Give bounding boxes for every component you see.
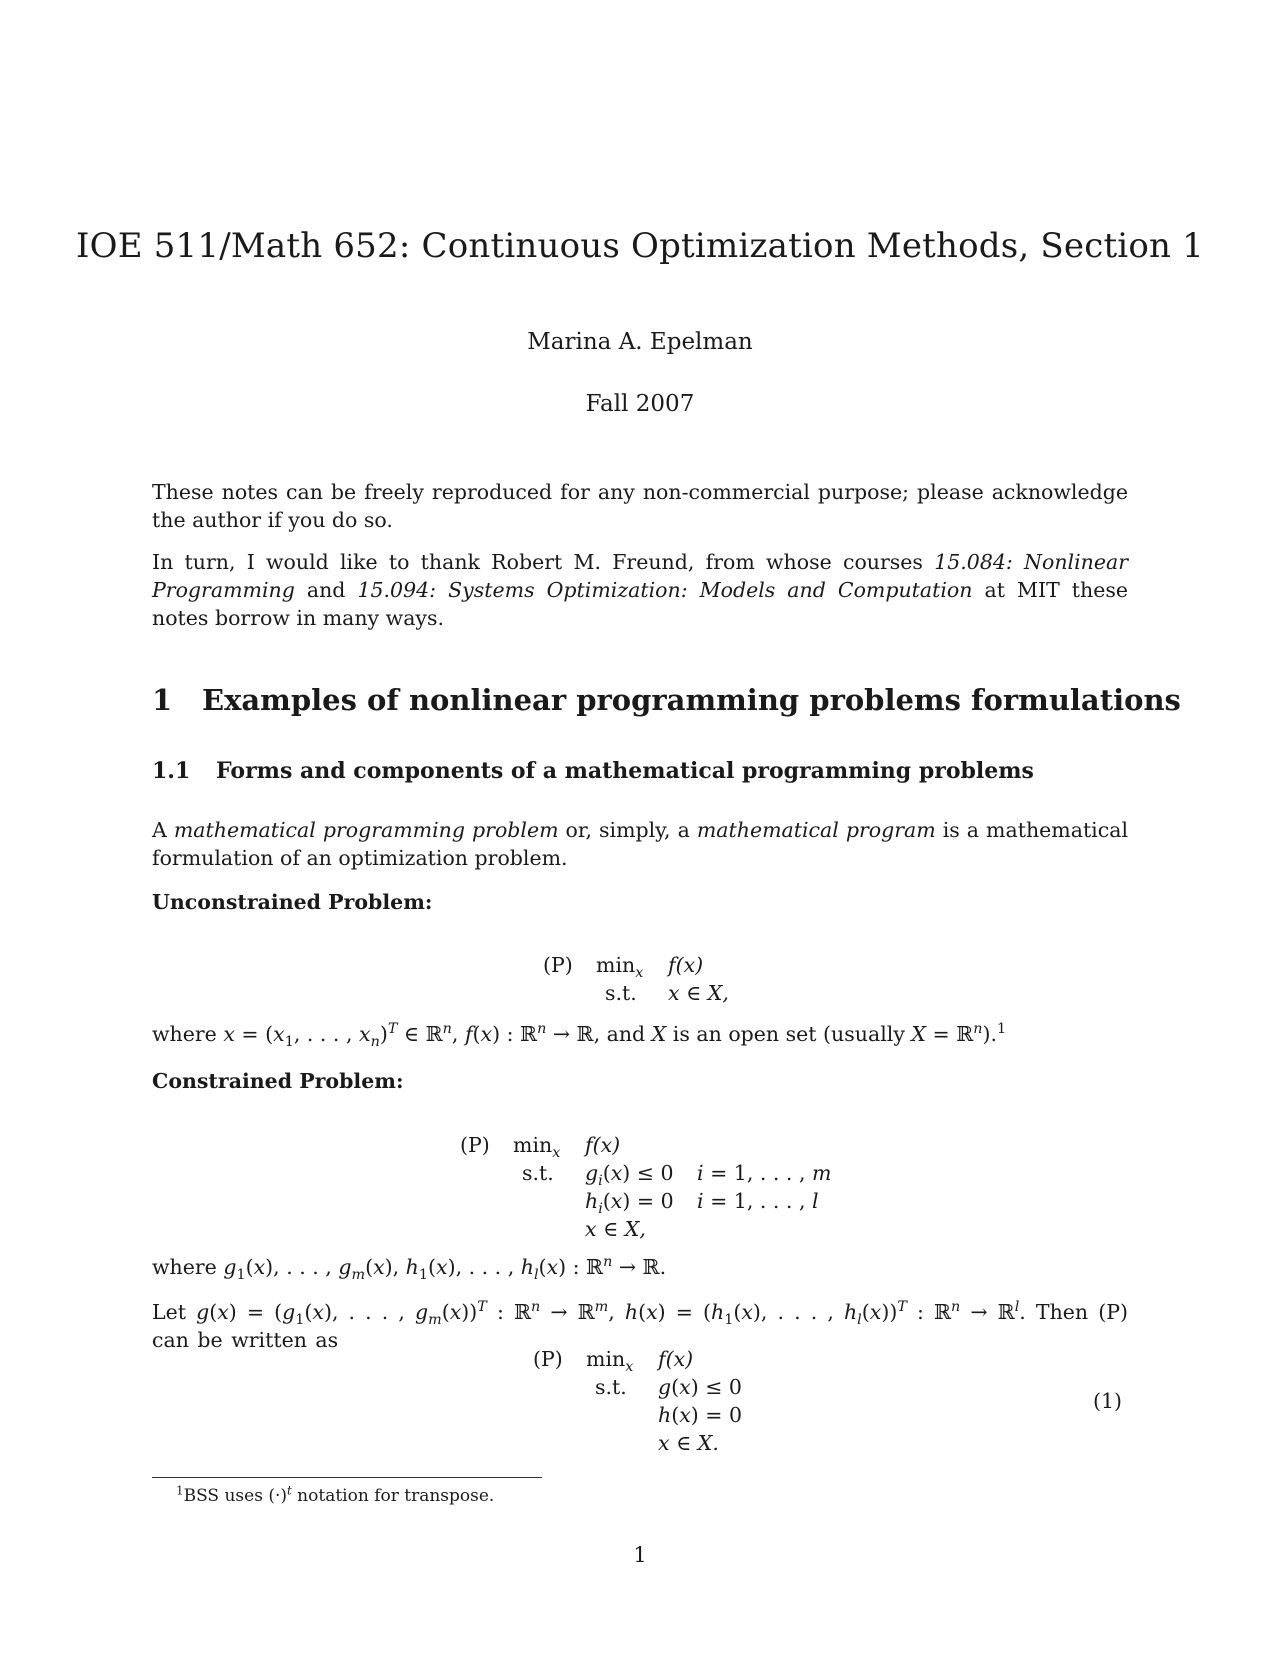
objective-1: f(x) bbox=[668, 953, 704, 977]
def-text-a: A bbox=[152, 818, 174, 842]
intro-text-2a: In turn, I would like to thank Robert M. Freund, from whose courses bbox=[152, 550, 935, 574]
p-label-2: (P) bbox=[460, 1133, 490, 1157]
constraint-x-1: x ∈ X, bbox=[668, 981, 729, 1005]
constraint-x-3: x ∈ X. bbox=[658, 1431, 719, 1455]
constraint-h-vec: h(x) = 0 bbox=[658, 1403, 743, 1427]
constraint-g-vec: g(x) ≤ 0 bbox=[658, 1375, 742, 1399]
st-label-2: s.t. bbox=[522, 1161, 554, 1185]
objective-3: f(x) bbox=[658, 1347, 694, 1371]
term-math-program: mathematical program bbox=[696, 818, 936, 842]
course-1084: 15.084: Nonlinear Programming bbox=[152, 550, 1128, 602]
min-label-1: $\min_x$ bbox=[596, 953, 644, 982]
min-label-2: $\min_x$ bbox=[513, 1133, 561, 1162]
intro-text-2b: and bbox=[294, 578, 358, 602]
objective-2: f(x) bbox=[585, 1133, 621, 1157]
footnote: $^1$BSS uses $(\cdot)^t$ notation for transpose. bbox=[176, 1483, 495, 1506]
date-line: Fall 2007 bbox=[585, 391, 695, 417]
term-math-programming-problem: mathematical programming problem bbox=[173, 818, 559, 842]
author-name: Marina A. Epelman bbox=[527, 329, 753, 355]
equation-number: (1) bbox=[1093, 1389, 1123, 1413]
min-label-3: $\min_x$ bbox=[586, 1347, 634, 1376]
subsection-number-1-1: 1.1 bbox=[152, 758, 191, 784]
intro-text-2c: at MIT these notes borrow in many ways. bbox=[152, 578, 1129, 630]
where-line-1: where $x = (x_1$, . . . , $x_n)^T$ ∈ ℝ$^n$, f(x) : ℝ$^n$ → ℝ, and X is an open set (usually X = ℝ$^n$).$^1$ bbox=[152, 1021, 1007, 1051]
range-m: i = 1, . . . , m bbox=[697, 1161, 832, 1185]
p-label-3: (P) bbox=[533, 1347, 563, 1371]
intro-text-1: These notes can be freely reproduced for any non-commercial purpose; please acknowledge the author if you do so. bbox=[152, 480, 1128, 532]
page-number: 1 bbox=[633, 1543, 647, 1567]
def-text-c: is a mathematical formulation of an optimization problem. bbox=[152, 818, 1129, 870]
course-1094: 15.094: Systems Optimization: Models and Computation bbox=[357, 578, 973, 602]
constrained-label: Constrained Problem: bbox=[152, 1069, 404, 1093]
st-label-1: s.t. bbox=[605, 981, 637, 1005]
where-line-2: where $g_1(x)$, . . . , $g_m(x)$, $h_1(x)$, . . . , $h_l(x)$ : ℝ$^n$ → ℝ. bbox=[152, 1254, 667, 1284]
def-text-b: or, simply, a bbox=[558, 818, 697, 842]
constraint-x-2: x ∈ X, bbox=[585, 1217, 646, 1241]
subsection-title-1-1: Forms and components of a mathematical programming problems bbox=[216, 758, 1034, 784]
footnote-rule bbox=[152, 1477, 542, 1478]
range-l: i = 1, . . . , l bbox=[697, 1189, 819, 1213]
constraint-g-i: $g_i(x) \le 0$ bbox=[585, 1161, 674, 1190]
let-paragraph: Let $g(x) = (g_1(x)$, . . . , $g_m(x))^T$ : ℝ$^n$ → ℝ$^m$, $h(x) = (h_1(x)$, . . . , $h_l(x))^T$ : ℝ$^n$ → ℝ$^l$. Then (P) can be written as bbox=[152, 1299, 1128, 1352]
p-label-1: (P) bbox=[543, 953, 573, 977]
unconstrained-label: Unconstrained Problem: bbox=[152, 890, 433, 914]
st-label-3: s.t. bbox=[595, 1375, 627, 1399]
section-title-1: Examples of nonlinear programming problems formulations bbox=[202, 683, 1181, 717]
constraint-h-i: $h_i(x) = 0$ bbox=[585, 1189, 674, 1218]
paper-title: IOE 511/Math 652: Continuous Optimization Methods, Section 1 bbox=[75, 226, 1204, 266]
section-number-1: 1 bbox=[152, 683, 173, 717]
